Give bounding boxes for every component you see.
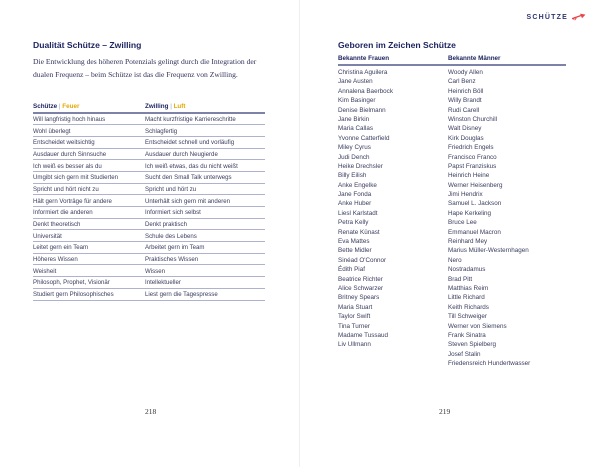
sagittarius-trait: Leitet gern ein Team <box>33 242 145 254</box>
gemini-trait: Ausdauer durch Neugierde <box>145 148 265 160</box>
list-item-man: Steven Spielberg <box>448 341 496 349</box>
list-item-woman: Kim Basinger <box>338 97 376 105</box>
gemini-trait: Informiert sich selbst <box>145 207 265 219</box>
list-item-woman: Jane Austen <box>338 78 373 86</box>
gemini-trait: Praktisches Wissen <box>145 253 265 265</box>
list-item-woman: Taylor Swift <box>338 313 371 321</box>
sagittarius-trait: Entscheidet weitsichtig <box>33 136 145 148</box>
table-row <box>33 113 265 125</box>
list-item-woman: Billy Eilish <box>338 172 367 180</box>
page-number-left: 218 <box>145 407 157 416</box>
list-item-woman: Madame Tussaud <box>338 331 389 339</box>
sagittarius-trait: Weisheit <box>33 265 145 277</box>
celebrities-header <box>338 54 566 66</box>
table-row <box>33 195 265 207</box>
table-row <box>33 253 265 265</box>
list-item-woman: Yvonne Catterfield <box>338 134 390 142</box>
sagittarius-trait: Denkt theoretisch <box>33 218 145 230</box>
list-item-woman: Tina Turner <box>338 322 370 330</box>
list-item-woman: Annalena Baerbock <box>338 87 393 95</box>
list-item-man: Woody Allen <box>448 69 483 76</box>
list-item-woman: Alice Schwarzer <box>338 284 384 292</box>
list-item-man: Heinrich Heine <box>448 172 490 180</box>
header-men: Bekannte Männer <box>448 55 501 62</box>
sagittarius-trait: Studiert gern Philosophisches <box>33 288 145 300</box>
list-item-man: Bruce Lee <box>448 219 477 227</box>
gemini-trait: Unterhält sich gern mit anderen <box>145 195 265 207</box>
list-item-man: Reinhard Mey <box>448 238 488 246</box>
sagittarius-trait: Philosoph, Prophet, Visionär <box>33 277 145 289</box>
list-item-man: Till Schweiger <box>448 313 487 321</box>
list-item-woman: Liesl Karlstadt <box>338 209 378 217</box>
header-sign: Zwilling <box>145 102 169 110</box>
table-row <box>33 218 265 230</box>
table-row <box>33 277 265 289</box>
gemini-trait: Arbeitet gern im Team <box>145 242 265 254</box>
gemini-trait: Schule des Lebens <box>145 230 265 242</box>
table-row <box>33 242 265 254</box>
list-item-man: Marius Müller-Westernhagen <box>448 247 529 255</box>
sagittarius-trait: Hält gern Vorträge für andere <box>33 195 145 207</box>
header-separator: | <box>170 102 172 110</box>
table-row <box>33 171 265 183</box>
sagittarius-trait: Will langfristig hoch hinaus <box>33 113 145 125</box>
list-item-woman: Anke Engelke <box>338 181 377 189</box>
list-item-woman: Maria Callas <box>338 125 373 133</box>
table-row <box>33 207 265 219</box>
gemini-trait: Ich weiß etwas, das du nicht weißt <box>145 160 265 172</box>
running-head-text: SCHÜTZE <box>526 13 568 21</box>
list-item-man: Heinrich Böll <box>448 87 484 95</box>
table-row <box>33 148 265 160</box>
list-item-woman: Miley Cyrus <box>338 144 371 152</box>
list-item-woman: Édith Piaf <box>338 266 365 274</box>
arrow-icon <box>572 13 586 21</box>
list-item-woman: Eva Mattes <box>338 238 370 246</box>
men-list <box>448 68 530 369</box>
celebrities-title: Geboren im Zeichen Schütze <box>338 40 456 50</box>
list-item-man: Papst Franziskus <box>448 162 497 170</box>
sagittarius-trait: Umgibt sich gern mit Studierten <box>33 171 145 183</box>
header-element: Luft <box>173 102 186 110</box>
gemini-trait: Wissen <box>145 265 265 277</box>
list-item-woman: Judi Dench <box>338 153 370 161</box>
list-item-man: Nostradamus <box>448 266 486 274</box>
sagittarius-trait: Informiert die anderen <box>33 207 145 219</box>
sagittarius-trait: Ausdauer durch Sinnsuche <box>33 148 145 160</box>
list-item-woman: Beatrice Richter <box>338 275 383 283</box>
gemini-trait: Spricht und hört zu <box>145 183 265 195</box>
list-item-man: Matthias Reim <box>448 284 489 292</box>
gemini-trait: Schlagfertig <box>145 125 265 137</box>
header-element: Feuer <box>62 102 80 110</box>
list-item-woman: Christina Aguilera <box>338 69 388 76</box>
table-row <box>33 136 265 148</box>
intro-paragraph: Die Entwicklung des höheren Potenzials gelingt durch die Integration der dualen Frequenz – beim Schütze ist das die Frequenz von Zwilling. <box>33 57 257 79</box>
list-item-man: Walt Disney <box>448 125 482 133</box>
list-item-man: Rudi Carell <box>448 106 480 114</box>
list-item-woman: Anke Huber <box>338 200 372 208</box>
list-item-man: Francisco Franco <box>448 153 497 161</box>
table-row <box>33 288 265 300</box>
gemini-trait: Liest gern die Tagespresse <box>145 288 265 300</box>
page-number-right: 219 <box>439 407 451 416</box>
list-item-man: Werner Heisenberg <box>448 181 503 189</box>
list-item-man: Werner von Siemens <box>448 322 507 330</box>
list-item-man: Little Richard <box>448 294 485 302</box>
list-item-man: Emmanuel Macron <box>448 228 501 236</box>
gemini-trait: Sucht den Small Talk unterwegs <box>145 171 265 183</box>
list-item-man: Winston Churchill <box>448 115 497 123</box>
list-item-woman: Renate Künast <box>338 228 380 236</box>
list-item-woman: Jane Birkin <box>338 115 370 123</box>
list-item-woman: Heike Drechsler <box>338 162 383 170</box>
header-separator: | <box>58 102 61 110</box>
list-item-woman: Maria Stuart <box>338 303 373 311</box>
list-item-man: Friedensreich Hundertwasser <box>448 360 531 368</box>
list-item-woman: Bette Midler <box>338 247 372 255</box>
list-item-man: Willy Brandt <box>448 97 482 105</box>
list-item-man: Nero <box>448 256 462 264</box>
list-item-man: Brad Pitt <box>448 275 473 283</box>
sagittarius-trait: Ich weiß es besser als du <box>33 160 145 172</box>
table-row <box>33 265 265 277</box>
gemini-trait: Macht kurzfristige Karriereschritte <box>145 113 265 125</box>
list-item-woman: Liv Ullmann <box>338 341 371 349</box>
duality-table-header <box>33 102 265 113</box>
list-item-man: Carl Benz <box>448 78 476 86</box>
sagittarius-trait: Spricht und hört nicht zu <box>33 183 145 195</box>
running-head <box>527 13 586 21</box>
duality-table <box>33 102 265 301</box>
list-item-woman: Britney Spears <box>338 294 380 302</box>
gemini-trait: Intellektueller <box>145 277 265 289</box>
list-item-man: Frank Sinatra <box>448 331 486 339</box>
duality-table-body <box>33 113 265 300</box>
table-row <box>33 125 265 137</box>
list-item-woman: Sinéad O'Connor <box>338 256 387 264</box>
header-women: Bekannte Frauen <box>338 55 390 62</box>
right-page <box>300 0 600 467</box>
list-item-man: Kirk Douglas <box>448 134 484 142</box>
table-row <box>33 160 265 172</box>
gemini-trait: Denkt praktisch <box>145 218 265 230</box>
sagittarius-trait: Höheres Wissen <box>33 253 145 265</box>
list-item-man: Hape Kerkeling <box>448 209 492 217</box>
header-sign: Schütze <box>33 102 58 110</box>
table-row <box>33 183 265 195</box>
duality-title: Dualität Schütze – Zwilling <box>33 40 142 50</box>
sagittarius-trait: Wohl überlegt <box>33 125 145 137</box>
list-item-man: Jimi Hendrix <box>448 191 483 199</box>
women-list <box>338 68 393 350</box>
list-item-man: Josef Stalin <box>448 350 481 358</box>
list-item-man: Samuel L. Jackson <box>448 200 502 208</box>
list-item-woman: Denise Bielmann <box>338 106 386 114</box>
header-sagittarius <box>33 102 145 113</box>
list-item-woman: Petra Kelly <box>338 219 369 227</box>
list-item-man: Keith Richards <box>448 303 489 311</box>
sagittarius-trait: Universität <box>33 230 145 242</box>
gemini-trait: Entscheidet schnell und vorläufig <box>145 136 265 148</box>
header-gemini <box>145 102 265 113</box>
list-item-man: Friedrich Engels <box>448 144 494 152</box>
table-row <box>33 230 265 242</box>
list-item-woman: Jane Fonda <box>338 191 372 199</box>
